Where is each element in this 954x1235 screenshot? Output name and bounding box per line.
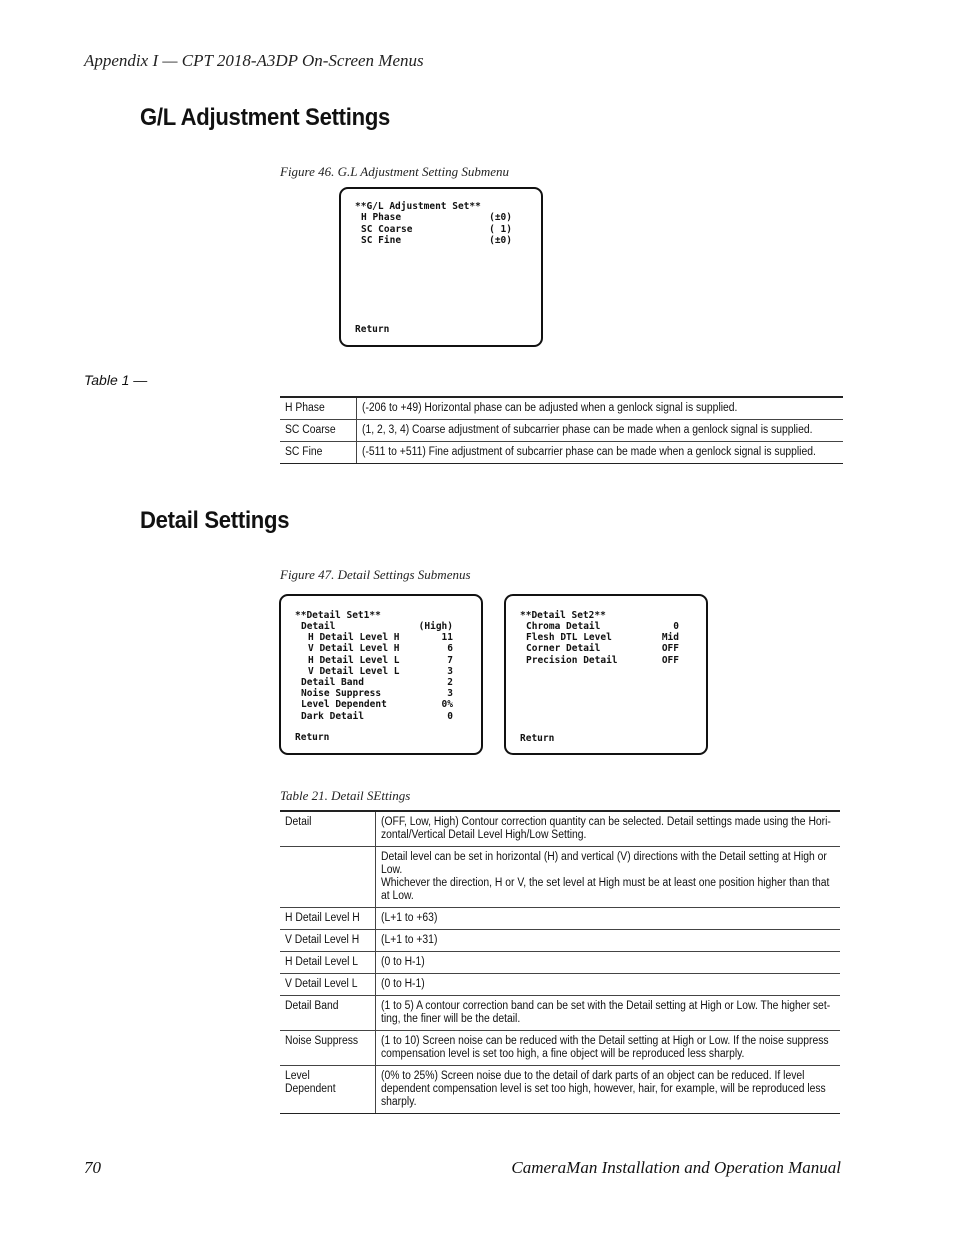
osd-menu-item-value: 2 [447,677,453,688]
table-row [280,847,840,908]
table-cell-description [356,442,843,464]
osd-return-item: Return [355,324,390,335]
table-row [280,974,840,996]
table-row [280,1066,840,1114]
detail-set1-osd-menu [279,594,483,755]
osd-menu-item-value: 0 [673,621,679,632]
parameter-name: V Detail Level H [285,934,360,946]
table-row [280,996,840,1031]
table-cell-description [375,952,840,974]
osd-menu-item-label: Flesh DTL Level [526,632,612,644]
osd-menu-item-value: 0% [441,699,453,711]
table-cell-description [356,397,843,420]
osd-menu-item-value: (±0) [489,212,512,223]
parameter-description: (-206 to +49) Horizontal phase can be adjusted when a genlock signal is supplied. [361,402,737,414]
osd-menu-item-value: OFF [661,643,679,655]
osd-menu-item-value: OFF [661,654,679,666]
table-cell-parameter [280,1066,375,1114]
figure-caption-46: Figure 46. G.L Adjustment Setting Submenu [280,164,510,179]
parameter-name: Level Dependent [285,1070,336,1095]
table-cell-description [375,996,840,1031]
table-cell-description [375,930,840,952]
table-row [280,1031,840,1066]
parameter-name: H Detail Level L [285,956,359,968]
osd-menu-item-label: V Detail Level H [308,643,400,655]
table-cell-description [356,420,843,442]
table-row [280,442,843,464]
table-row [280,420,843,442]
osd-menu-item-label: H Detail Level L [308,654,400,666]
parameter-name: H Phase [285,402,325,414]
parameter-name: H Detail Level H [285,912,360,924]
parameter-description: Detail level can be set in horizontal (H) and vertical (V) directions with the Detail setting at High or Low. Whichever the direction, H or V, the set level at High must be at least one position higher than that at Low. [380,851,829,902]
detail-settings-table [280,810,840,1114]
table-cell-description [375,847,840,908]
table-label: Table 1 — [84,372,148,388]
section-title-detail-settings: Detail Settings [140,507,290,534]
parameter-description: (-511 to +511) Fine adjustment of subcarrier phase can be made when a genlock signal is supplied. [361,446,816,458]
table-cell-parameter [280,420,356,442]
table-cell-parameter [280,974,375,996]
osd-menu-item-value: 11 [441,632,453,644]
parameter-description: (L+1 to +63) [380,912,437,924]
gl-adjustment-osd-menu [339,187,543,347]
table-cell-description [375,1031,840,1066]
table-row [280,811,840,847]
table-cell-parameter [280,952,375,974]
osd-menu-item-label: Level Dependent [301,699,387,711]
osd-menu-title: **Detail Set1** [295,610,381,621]
table-cell-parameter [280,930,375,952]
osd-menu-item-value: (±0) [489,235,512,246]
detail-set2-osd-menu [504,594,708,755]
table-cell-parameter [280,847,375,908]
gl-adjustment-table [280,396,843,464]
osd-menu-item-value: 3 [447,688,453,700]
osd-menu-item-label: Dark Detail [301,710,364,722]
osd-menu-item-value: 0 [447,710,453,722]
osd-menu-item-value: 3 [447,665,453,677]
parameter-description: (1, 2, 3, 4) Coarse adjustment of subcarrier phase can be made when a genlock signal is supplied. [361,424,812,436]
running-head: Appendix I — CPT 2018-A3DP On-Screen Menus [84,51,424,70]
osd-menu-item-value: Mid [661,632,679,644]
parameter-name: Detail [285,816,312,828]
osd-menu-item-label: Corner Detail [526,643,601,655]
osd-menu-title: **Detail Set2** [520,610,606,621]
parameter-description: (OFF, Low, High) Contour correction quantity can be selected. Detail settings made using the Hori-zontal/Vertical Detail Level High/Low Setting. [380,816,831,841]
osd-menu-item-label: Precision Detail [526,654,618,666]
table-cell-description [375,908,840,930]
parameter-description: (1 to 10) Screen noise can be reduced with the Detail setting at High or Low. If the noise suppress compensation level is set too high, a fine object will be reproduced less sharply. [380,1035,829,1060]
osd-menu-item-label: Noise Suppress [301,688,382,700]
osd-menu-item-label: H Phase [361,212,402,223]
manual-title: CameraMan Installation and Operation Manual [511,1158,841,1177]
osd-menu-item-value: 6 [447,643,453,655]
page-number: 70 [84,1158,101,1177]
section-title-gl-adjustment: G/L Adjustment Settings [140,104,391,131]
table-cell-parameter [280,996,375,1031]
table-row [280,952,840,974]
table-row [280,397,843,420]
osd-menu-item-value: ( 1) [489,223,512,235]
osd-menu-item-label: V Detail Level L [308,665,400,677]
osd-menu-title: **G/L Adjustment Set** [355,201,481,212]
table-cell-parameter [280,908,375,930]
osd-menu-item-label: SC Coarse [361,223,413,235]
parameter-description: (0 to H-1) [380,956,425,968]
table-cell-parameter [280,442,356,464]
osd-menu-item-label: Detail Band [301,677,364,688]
parameter-name: SC Fine [285,446,323,458]
figure-caption-47: Figure 47. Detail Settings Submenus [280,567,471,582]
osd-return-item: Return [520,733,555,744]
osd-return-item: Return [295,732,330,743]
parameter-description: (1 to 5) A contour correction band can be set with the Detail setting at High or Low. The higher set-ting, the finer will be the detail. [380,1000,830,1025]
table-row [280,908,840,930]
parameter-description: (0 to H-1) [380,978,425,990]
table-cell-description [375,974,840,996]
osd-menu-item-label: Chroma Detail [526,621,601,632]
table-cell-parameter [280,1031,375,1066]
table-cell-parameter [280,811,375,847]
table-row [280,930,840,952]
table-cell-description [375,1066,840,1114]
parameter-name: SC Coarse [285,424,336,436]
osd-menu-item-value: 7 [447,654,453,666]
table-cell-description [375,811,840,847]
table-caption-21: Table 21. Detail SEttings [280,788,411,803]
parameter-description: (L+1 to +31) [380,934,437,946]
osd-menu-item-label: H Detail Level H [308,632,400,644]
parameter-name: V Detail Level L [285,978,358,990]
parameter-name: Detail Band [285,1000,339,1012]
table-cell-parameter [280,397,356,420]
osd-menu-item-label: SC Fine [361,235,402,246]
parameter-description: (0% to 25%) Screen noise due to the detail of dark parts of an object can be reduced. If level dependent compensation level is set too high, however, hair, for example, will be reproduced less sharply. [380,1070,826,1108]
parameter-name: Noise Suppress [285,1035,359,1047]
osd-menu-item-value: (High) [418,621,453,632]
osd-menu-item-label: Detail [301,621,336,632]
